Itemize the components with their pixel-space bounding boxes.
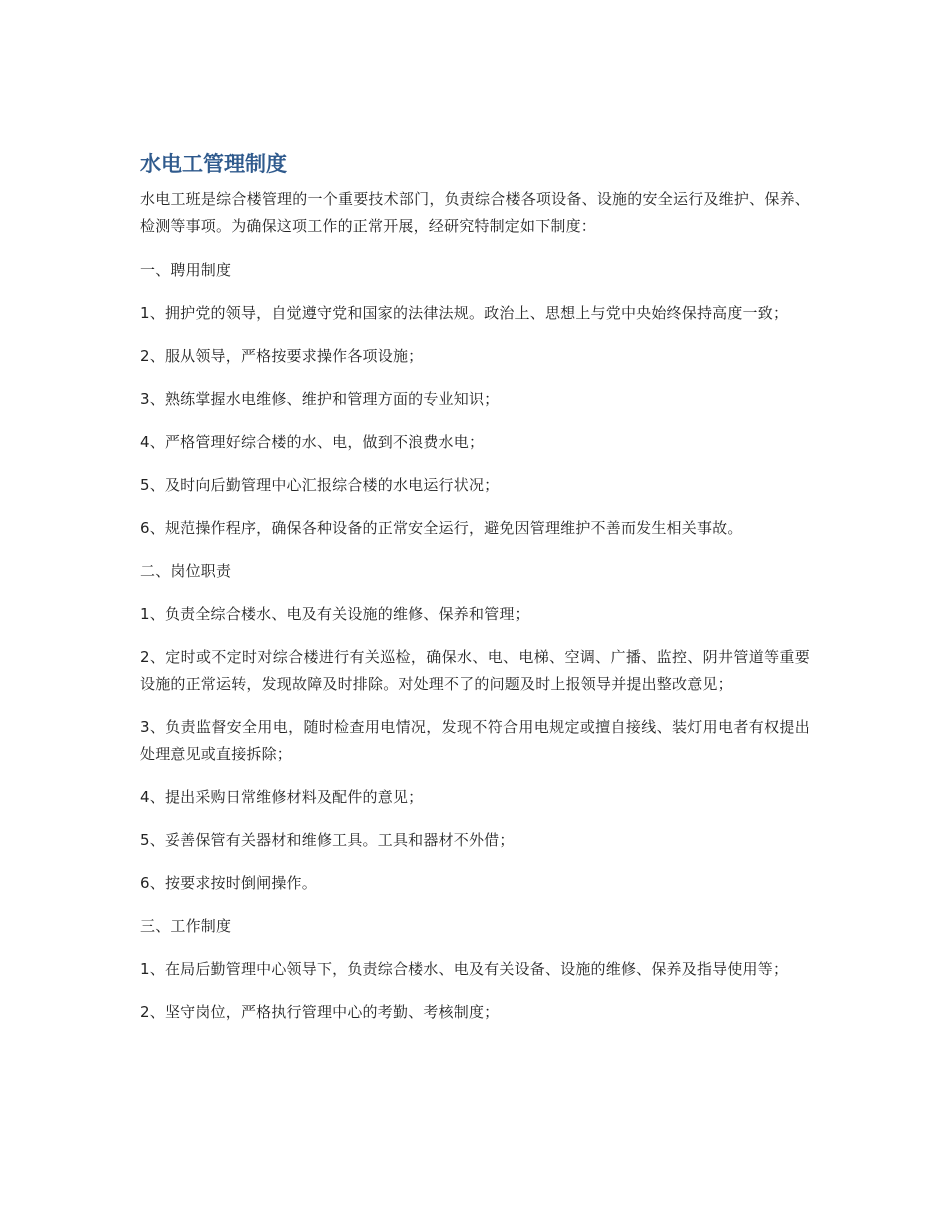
list-item: 4、提出采购日常维修材料及配件的意见； [140, 788, 424, 806]
intro-paragraph: 水电工班是综合楼管理的一个重要技术部门，负责综合楼各项设备、设施的安全运行及维护、保养、检测等事项。为确保这项工作的正常开展，经研究特制定如下制度： [140, 190, 810, 235]
list-item: 2、定时或不定时对综合楼进行有关巡检，确保水、电、电梯、空调、广播、监控、阴井管道等重要设施的正常运转，发现故障及时排除。对处理不了的问题及时上报领导并提出整改意见； [140, 648, 810, 693]
list-item: 6、按要求按时倒闸操作。 [140, 874, 317, 892]
list-item: 3、熟练掌握水电维修、维护和管理方面的专业知识； [140, 390, 500, 408]
list-item: 1、拥护党的领导，自觉遵守党和国家的法律法规。政治上、思想上与党中央始终保持高度一致； [140, 304, 789, 322]
list-item: 5、妥善保管有关器材和维修工具。工具和器材不外借； [140, 831, 515, 849]
document-title: 水电工管理制度 [140, 152, 287, 176]
section-heading-work-rules: 三、工作制度 [140, 917, 232, 935]
document-page [140, 148, 810, 1042]
list-item: 2、服从领导，严格按要求操作各项设施； [140, 347, 424, 365]
list-item: 1、负责全综合楼水、电及有关设施的维修、保养和管理； [140, 605, 530, 623]
list-item: 4、严格管理好综合楼的水、电，做到不浪费水电； [140, 433, 485, 451]
section-heading-duties: 二、岗位职责 [140, 562, 232, 580]
list-item: 1、在局后勤管理中心领导下，负责综合楼水、电及有关设备、设施的维修、保养及指导使用等； [140, 960, 789, 978]
list-item: 5、及时向后勤管理中心汇报综合楼的水电运行状况； [140, 476, 500, 494]
list-item: 2、坚守岗位，严格执行管理中心的考勤、考核制度； [140, 1003, 500, 1021]
list-item: 6、规范操作程序，确保各种设备的正常安全运行，避免因管理维护不善而发生相关事故。 [140, 519, 743, 537]
section-heading-hiring: 一、聘用制度 [140, 261, 232, 279]
list-item: 3、负责监督安全用电，随时检查用电情况，发现不符合用电规定或擅自接线、装灯用电者有权提出处理意见或直接拆除； [140, 718, 810, 763]
